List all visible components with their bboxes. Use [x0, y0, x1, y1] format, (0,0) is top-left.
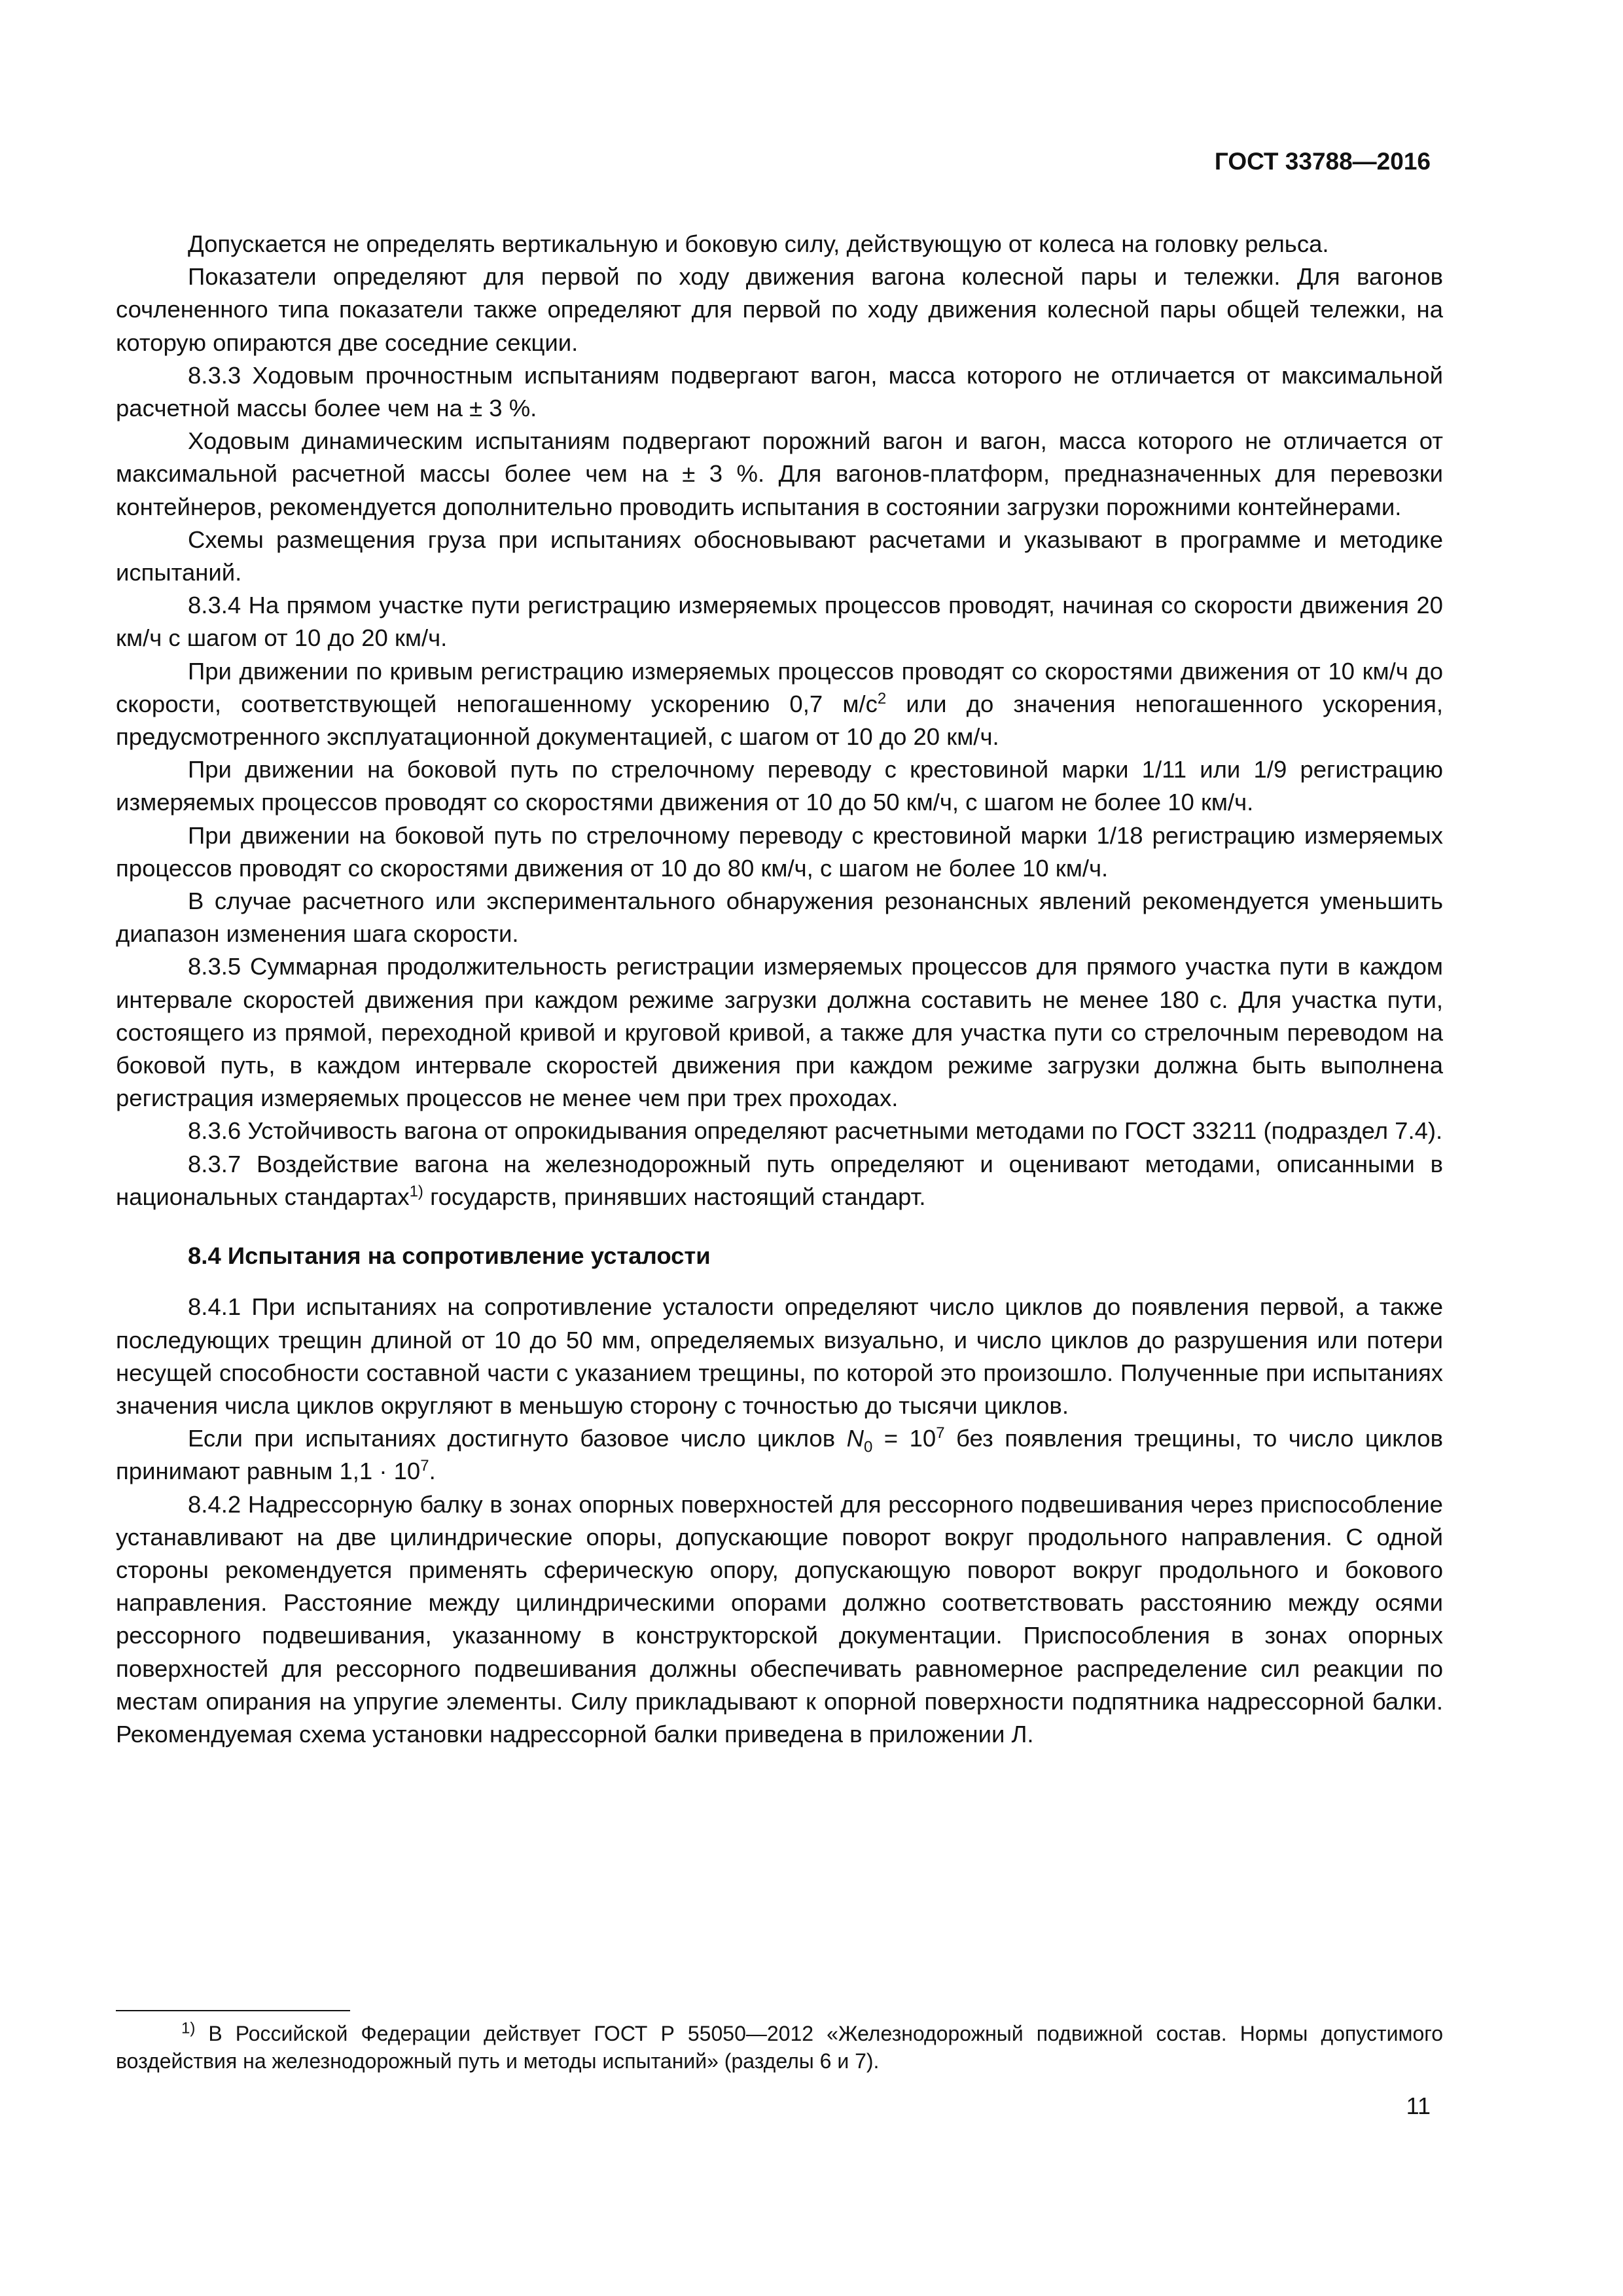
paragraph: Показатели определяют для первой по ходу движения вагона колесной пары и тележки. Для вагонов сочлененного типа показатели также определяют для первой по ходу движения колесной пары общей тележки, на которую опираются две соседние секции.	[116, 263, 1443, 356]
text-run: или до значения непогашенного ускорения, предусмотренного эксплуатационной документацией, с шагом от 10 до 20 км/ч.	[116, 690, 1443, 751]
paragraph: При движении на боковой путь по стрелочному переводу с крестовиной марки 1/18 регистрацию измеряемых процессов проводят со скоростями движения от 10 до 80 км/ч, с шагом не более 10 км/ч.	[116, 821, 1443, 882]
paragraph: 8.3.5 Суммарная продолжительность регистрации измеряемых процессов для прямого участка пути в каждом интервале скоростей движения при каждом режиме загрузки должна составить не менее 180 с. Для участка пути, состоящего из прямой, переходной кривой и круговой кривой, а также для участка пути со стрелочным переводом на боковой путь, в каждом интервале скоростей движения при каждом режиме загрузки должна быть выполнена регистрация измеряемых процессов не менее чем при трех проходах.	[116, 953, 1443, 1112]
superscript: 7	[936, 1424, 945, 1442]
body-text	[116, 228, 1443, 1751]
paragraph: Допускается не определять вертикальную и боковую силу, действующую от колеса на головку рельса.	[188, 230, 1329, 257]
text-run: без появления трещины, то число циклов принимают равным 1,1 · 10	[116, 1425, 1443, 1485]
text-run: = 10	[872, 1425, 936, 1452]
superscript: 2	[877, 689, 887, 708]
paragraph: 8.3.3 Ходовым прочностным испытаниям подвергают вагон, масса которого не отличается от максимальной расчетной массы более чем на ± 3 %.	[116, 361, 1443, 422]
paragraph: В случае расчетного или экспериментального обнаружения резонансных явлений рекомендуется уменьшить диапазон изменения шага скорости.	[116, 888, 1443, 948]
footnote-text	[116, 2020, 1443, 2075]
text-run: При движении по кривым регистрацию измеряемых процессов проводят со скоростями движения от 10 км/ч до скорости, соответствующей непогашенному ускорению 0,7 м/с	[116, 657, 1443, 717]
paragraph: 8.4.2 Надрессорную балку в зонах опорных поверхностей для рессорного подвешивания через приспособление устанавливают на две цилиндрические опоры, допускающие поворот вокруг продольного направления. С одной стороны рекомендуется применять сферическую опору, допускающую поворот вокруг продольного и бокового направления. Расстояние между цилиндрическими опорами должно соответствовать расстоянию между осями рессорного подвешивания, указанному в конструкторской документации. Приспособления в зонах опорных поверхностей для рессорного подвешивания должны обеспечивать равномерное распределение сил реакции по местам опирания на упругие элементы. Силу прикладывают к опорной поверхности подпятника надрессорной балки. Рекомендуемая схема установки надрессорной балки приведена в приложении Л.	[116, 1490, 1443, 1748]
paragraph	[116, 655, 1443, 754]
document-header: ГОСТ 33788—2016	[1214, 148, 1431, 175]
text-run: В Российской Федерации действует ГОСТ Р 55050—2012 «Железнодорожный подвижной состав. Нормы допустимого воздействия на железнодорожный путь и методы испытаний» (разделы 6 и 7).	[116, 2022, 1443, 2073]
paragraph: 8.3.6 Устойчивость вагона от опрокидывания определяют расчетными методами по ГОСТ 33211 (подраздел 7.4).	[188, 1117, 1443, 1145]
paragraph	[116, 1148, 1443, 1213]
paragraph: 8.4.1 При испытаниях на сопротивление усталости определяют число циклов до появления первой, а также последующих трещин длиной от 10 до 50 мм, определяемых визуально, и число циклов до разрушения или потери несущей способности составной части с указанием трещины, по которой это произошло. Полученные при испытаниях значения числа циклов округляют в меньшую сторону с точностью до тысячи циклов.	[116, 1293, 1443, 1419]
footnote-marker: 1)	[181, 2019, 196, 2037]
footnote-separator	[116, 2010, 350, 2011]
paragraph: 8.3.4 На прямом участке пути регистрацию измеряемых процессов проводят, начиная со скорости движения 20 км/ч с шагом от 10 до 20 км/ч.	[116, 592, 1443, 652]
variable: N	[846, 1425, 864, 1452]
paragraph	[116, 1422, 1443, 1488]
superscript: 7	[420, 1457, 429, 1475]
text-run: .	[429, 1458, 436, 1485]
page-number: 11	[1406, 2092, 1431, 2119]
paragraph: Схемы размещения груза при испытаниях обосновывают расчетами и указывают в программе и методике испытаний.	[116, 526, 1443, 586]
paragraph: При движении на боковой путь по стрелочному переводу с крестовиной марки 1/11 или 1/9 регистрацию измеряемых процессов проводят со скоростями движения от 10 до 50 км/ч, с шагом не более 10 км/ч.	[116, 756, 1443, 816]
section-title: 8.4 Испытания на сопротивление усталости	[188, 1242, 711, 1270]
text-run: Если при испытаниях достигнуто базовое число циклов	[188, 1425, 847, 1452]
paragraph: Ходовым динамическим испытаниям подвергают порожний вагон и вагон, масса которого не отличается от максимальной расчетной массы более чем на ± 3 %. Для вагонов-платформ, предназначенных для перевозки контейнеров, рекомендуется дополнительно проводить испытания в состоянии загрузки порожними контейнерами.	[116, 427, 1443, 520]
footnote-ref: 1)	[409, 1182, 423, 1200]
text-run: государств, принявших настоящий стандарт.	[423, 1183, 926, 1210]
text-run: 8.3.7 Воздействие вагона на железнодорожный путь определяют и оценивают методами, описанными в национальных стандартах	[116, 1150, 1443, 1210]
subscript: 0	[863, 1438, 873, 1456]
footnote	[116, 2020, 1443, 2075]
